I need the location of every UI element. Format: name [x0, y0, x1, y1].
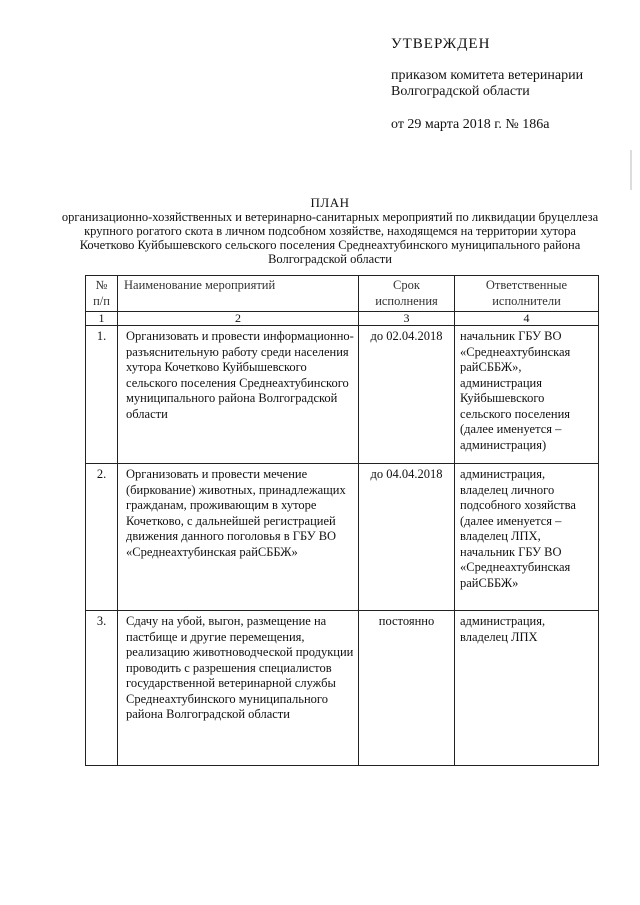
row-term: до 02.04.2018 — [359, 326, 455, 464]
row-term: до 04.04.2018 — [359, 464, 455, 611]
row-num: 2. — [86, 464, 118, 611]
row-resp: администрация, владелец ЛПХ — [455, 611, 599, 766]
column-number: 4 — [455, 312, 599, 326]
row-term: постоянно — [359, 611, 455, 766]
scan-margin-mark — [630, 150, 632, 190]
header-name: Наименование мероприятий — [118, 276, 359, 312]
measures-table-wrap — [85, 275, 598, 766]
row-resp: начальник ГБУ ВО «Среднеахтубинская райСББЖ», администрация Куйбышевского сельского поселения (далее именуется – администрация) — [455, 326, 599, 464]
column-number: 2 — [118, 312, 359, 326]
approval-order: приказом комитета ветеринарии Волгоградской области — [391, 68, 584, 99]
approval-title: УТВЕРЖДЕН — [391, 36, 491, 52]
column-number-row — [86, 312, 599, 326]
approval-date: от 29 марта 2018 г. № 186а — [391, 117, 550, 132]
plan-title: ПЛАН — [310, 195, 350, 210]
column-number: 3 — [359, 312, 455, 326]
row-name: Организовать и провести мечение (биркование) животных, принадлежащих гражданам, проживающим в хуторе Кочетково, с дальнейшей регистрацией движения данного поголовья в ГБУ ВО «Среднеахтубинская райСББЖ» — [118, 464, 359, 611]
approval-block — [391, 36, 631, 133]
header-num: № п/п — [86, 276, 118, 312]
row-name: Организовать и провести информационно-разъяснительную работу среди населения хутора Кочетково Куйбышевского сельского поселения Среднеахтубинского муниципального района Волгоградской области — [118, 326, 359, 464]
row-num: 3. — [86, 611, 118, 766]
measures-table — [85, 275, 599, 766]
header-resp: Ответственные исполнители — [455, 276, 599, 312]
row-resp: администрация, владелец личного подсобного хозяйства (далее именуется – владелец ЛПХ, начальник ГБУ ВО «Среднеахтубинская райСББЖ» — [455, 464, 599, 611]
row-num: 1. — [86, 326, 118, 464]
plan-subtitle: организационно-хозяйственных и ветеринарно-санитарных мероприятий по ликвидации бруцеллеза крупного рогатого скота в личном подсобном хозяйстве, находящемся на территории хутора Кочетково Куйбышевского сельского поселения Среднеахтубинского муниципального района Волгоградской области — [61, 210, 599, 266]
table-row — [86, 464, 599, 611]
column-number: 1 — [86, 312, 118, 326]
table-row — [86, 611, 599, 766]
row-name: Сдачу на убой, выгон, размещение на пастбище и другие перемещения, реализацию животноводческой продукции проводить с разрешения специалистов государственной ветеринарной службы Среднеахтубинского муниципального района Волгоградской области — [118, 611, 359, 766]
table-header-row — [86, 276, 599, 312]
table-row — [86, 326, 599, 464]
header-term: Срок исполнения — [359, 276, 455, 312]
plan-heading — [60, 196, 600, 266]
